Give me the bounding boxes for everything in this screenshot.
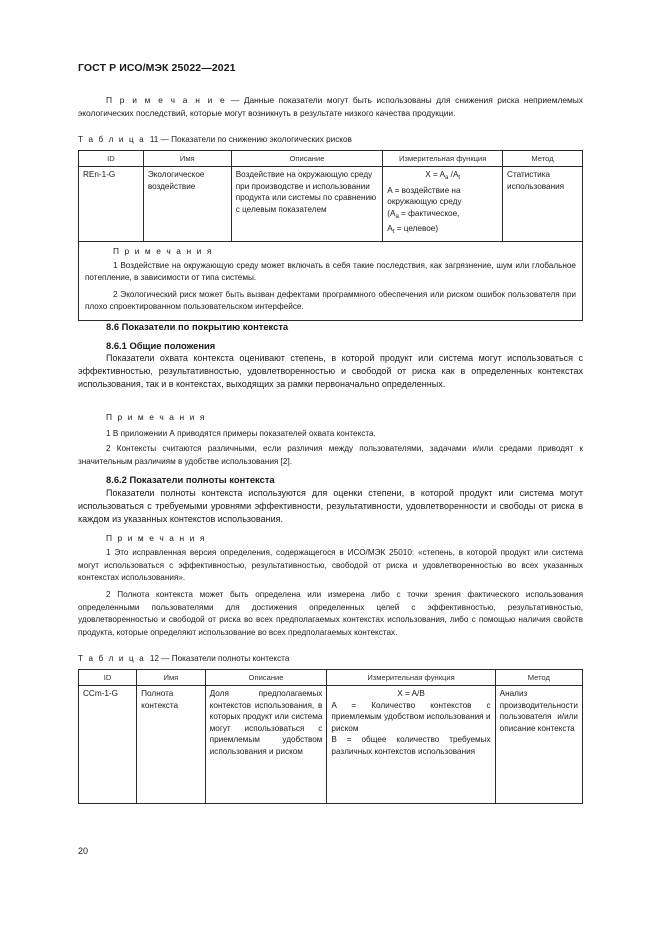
table11-cell-id: REn-1-G [79,167,144,242]
table11-cell-description: Воздействие на окружающую среду при производстве и использовании продукта или системы по сравнению с целевым показателем [231,167,383,242]
section-8-6-1-text: Показатели охвата контекста оценивают степень, в которой продукт или система могут использоваться с эффективностью, результативностью, удовлетворенностью и свободой от риска как в определенных контекстах использования, так и в контекстах, выходящих за рамки первоначально определенных. [78,353,583,389]
section-8-6-1-notes-label: П р и м е ч а н и я [106,412,206,422]
table12-func-b: B = общее количество требуемых различных контекстов использования [331,735,491,756]
table11-cell-function [383,167,503,242]
table12-cell-method: Анализ производительности пользователя и/или описание контекста [495,686,582,804]
table11-col-id: ID [79,151,144,167]
table11-note-2: 2 Экологический риск может быть вызван дефектами программного обеспечения или риском ошибок пользователя при плохо спроектированном пользовательском интерфейсе. [85,289,576,311]
table12-cell-id: CCm-1-G [79,686,137,804]
table12-func-a: A = Количество контекстов с приемлемым удобством использования и риском [331,700,491,733]
table12-col-method: Метод [495,670,582,686]
table11-formula: $X = A_a$ $/A_t$ [425,170,461,181]
table11 [78,150,583,321]
section-8-6-1-note-1: 1 В приложении А приводятся примеры показателей охвата контекста. [106,429,376,438]
intro-note-label: П р и м е ч а н и е [106,95,227,105]
section-8-6-2-note-1: 1 Это исправленная версия определения, содержащегося в ИСО/МЭК 25010: «степень, в которой продукт или система могут использоваться с эффективностью, результативностью, свободой от риска и удовлетворенностью во всех указанных контекстах использования». [78,548,583,582]
table12-cell-function [327,686,495,804]
table12-formula: X = A/B [397,689,425,698]
table11-cell-name: Экологическое воздействие [143,167,231,242]
page-number: 20 [78,846,89,856]
section-8-6-2-text: Показатели полноты контекста используются для оценки степени, в которой продукт или система могут использоваться с требуемыми уровнями эффективности, результативности, удовлетворенности и свободы от риска в каждом из указанных контекстов использования. [78,488,583,524]
section-8-6-2-title: 8.6.2 Показатели полноты контекста [106,474,275,485]
table11-col-function: Измерительная функция [383,151,503,167]
table12-header-row [79,670,583,686]
table11-col-method: Метод [503,151,583,167]
table11-cell-method: Статистика использования [503,167,583,242]
table12-cell-name: Полнота контекста [137,686,206,804]
table11-caption-label: Т а б л и ц а [78,135,146,144]
table11-notes-row [79,241,583,320]
section-8-6-1-title: 8.6.1 Общие положения [106,340,216,351]
section-8-6-title: 8.6 Показатели по покрытию контекста [106,321,289,332]
table12-col-name: Имя [137,670,206,686]
intro-note [78,94,583,119]
table11-caption [78,135,352,144]
table12-cell-description: Доля предполагаемых контекстов использования, в которых продукт или система могут использоваться с приемлемым удобством использования и риском [205,686,327,804]
table11-caption-text: 11 — Показатели по снижению экологических рисков [149,135,352,144]
table11-note-1: 1 Воздействие на окружающую среду может включать в себя такие последствия, как загрязнение, шум или глобальное потепление, в зависимости от типа системы. [85,260,576,282]
table12-caption-label: Т а б л и ц а [78,654,146,663]
table11-col-description: Описание [231,151,383,167]
table-row [79,686,583,804]
table11-col-name: Имя [143,151,231,167]
table-row [79,167,583,242]
table11-notes-cell [79,241,583,320]
table12-caption [78,654,289,663]
intro-note-text: — Данные показатели могут быть использованы для снижения риска неприемлемых экологических последствий, которые могут возникнуть в результате низкого качества продукции. [78,95,583,118]
table12-col-description: Описание [205,670,327,686]
section-8-6-1-note-2: 2 Контексты считаются различными, если различия между пользователями, задачами и/или средами приводят к значительным различиям в удобстве использования [2]. [78,444,583,466]
table11-func-line: ($A_a$ = фактическое, [387,208,460,220]
table12 [78,669,583,804]
table12-col-function: Измерительная функция [327,670,495,686]
section-8-6-2-note-2: 2 Полнота контекста может быть определена или измерена либо с точки зрения фактического использования определенными пользователями для достижения определенных целей с эффективностью, результативностью, удовлетворенностью и свободой от риска во всех предполагаемых контекстах использования, либо с помощью наличия свойств продукта, которые определяют использование во всех предполагаемых контекстах. [78,590,583,637]
section-8-6-2-notes-label: П р и м е ч а н и я [106,533,206,543]
table11-notes-label: П р и м е ч а н и я [113,245,213,256]
table11-func-line: $A_t$ = целевое) [387,224,439,235]
table11-header-row [79,151,583,167]
table12-col-id: ID [79,670,137,686]
document-header: ГОСТ Р ИСО/МЭК 25022—2021 [78,62,236,74]
table11-func-line: A = воздействие на окружающую среду [387,185,462,206]
table12-caption-text: 12 — Показатели полноты контекста [149,654,290,663]
